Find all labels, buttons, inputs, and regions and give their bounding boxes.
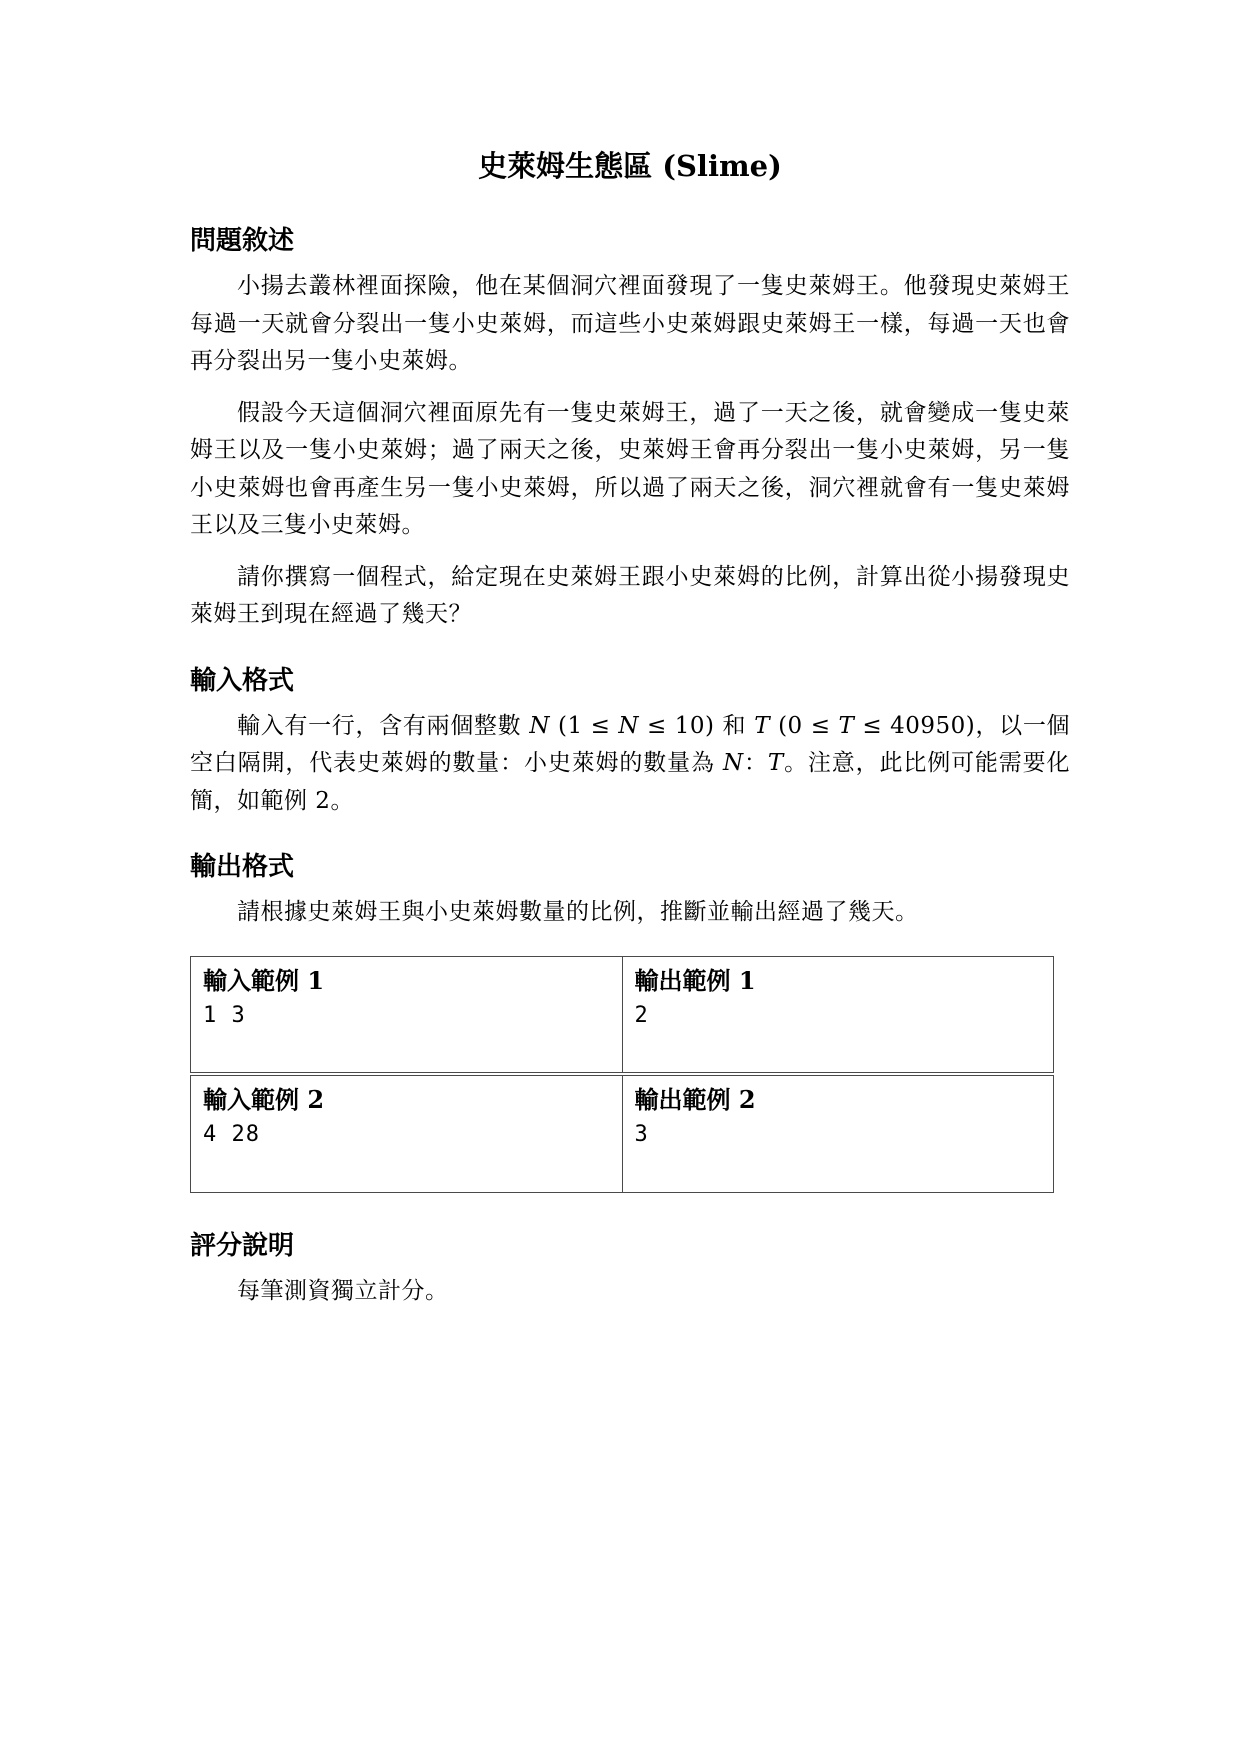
var-n: N — [618, 712, 639, 739]
problem-paragraph-1: 小揚去叢林裡面探險，他在某個洞穴裡面發現了一隻史萊姆王。他發現史萊姆王每過一天就會分裂出一隻小史萊姆，而這些小史萊姆跟史萊姆王一樣，每過一天也會再分裂出另一隻小史萊姆。 — [190, 273, 1070, 374]
problem-paragraph-3: 請你撰寫一個程式，給定現在史萊姆王跟小史萊姆的比例，計算出從小揚發現史萊姆王到現在經過了幾天？ — [190, 563, 1070, 627]
input-text-segment: ≤ 10) 和 — [639, 712, 755, 739]
example-2-output-value: 3 — [634, 1122, 649, 1147]
page-title: 史萊姆生態區 (Slime) — [478, 149, 782, 183]
example-1-input-value: 1 3 — [203, 1002, 246, 1028]
section-output-format — [190, 850, 1070, 932]
examples-table — [190, 956, 1054, 1193]
problem-statement-heading: 問題敘述 — [190, 226, 295, 256]
scoring-heading: 評分說明 — [190, 1230, 295, 1261]
var-n: N — [529, 712, 550, 739]
input-format-heading: 輸入格式 — [190, 665, 295, 696]
example-row-2 — [191, 1074, 1054, 1192]
example-2-input-cell — [191, 1074, 623, 1192]
var-t: T — [754, 712, 771, 739]
input-text-segment: ： — [743, 750, 768, 776]
example-row-1 — [191, 956, 1054, 1074]
example-1-output-cell — [622, 956, 1054, 1074]
var-t: T — [767, 750, 784, 776]
output-format-paragraph: 請根據史萊姆王與小史萊姆數量的比例，推斷並輸出經過了幾天。 — [237, 899, 919, 925]
input-text-segment: 輸入有一行，含有兩個整數 — [237, 712, 530, 739]
scoring-paragraph: 每筆測資獨立計分。 — [237, 1277, 449, 1304]
output-format-heading: 輸出格式 — [190, 852, 295, 882]
input-format-paragraph — [190, 708, 1070, 821]
example-2-output-label: 輸出範例 2 — [634, 1085, 756, 1114]
example-1-input-label: 輸入範例 1 — [203, 965, 325, 995]
example-1-output-value: 2 — [634, 1002, 649, 1028]
var-t: T — [838, 712, 855, 739]
input-text-segment: ≤ 40950)，以一個空白隔開，代表史萊姆的數量：小史萊姆的數量為 — [190, 712, 1071, 776]
input-text-segment: 。注意，此比例可能需要化簡，如範例 2。 — [190, 750, 1071, 814]
example-1-input-cell — [191, 956, 623, 1074]
var-n: N — [723, 750, 744, 776]
section-input-format — [190, 664, 1070, 821]
input-text-segment: (0 ≤ — [770, 712, 839, 739]
problem-paragraph-2: 假設今天這個洞穴裡面原先有一隻史萊姆王，過了一天之後，就會變成一隻史萊姆王以及一隻小史萊姆；過了兩天之後，史萊姆王會再分裂出一隻小史萊姆，另一隻小史萊姆也會再產生另一隻小史萊姆，所以過了兩天之後，洞穴裡就會有一隻史萊姆王以及三隻小史萊姆。 — [190, 399, 1070, 538]
section-scoring — [190, 1229, 1070, 1311]
input-text-segment: (1 ≤ — [549, 712, 619, 739]
example-2-input-value: 4 28 — [203, 1122, 260, 1147]
example-2-output-cell — [622, 1074, 1054, 1192]
section-problem-statement — [190, 224, 1070, 634]
example-1-output-label: 輸出範例 1 — [634, 965, 756, 995]
example-2-input-label: 輸入範例 2 — [203, 1085, 325, 1114]
